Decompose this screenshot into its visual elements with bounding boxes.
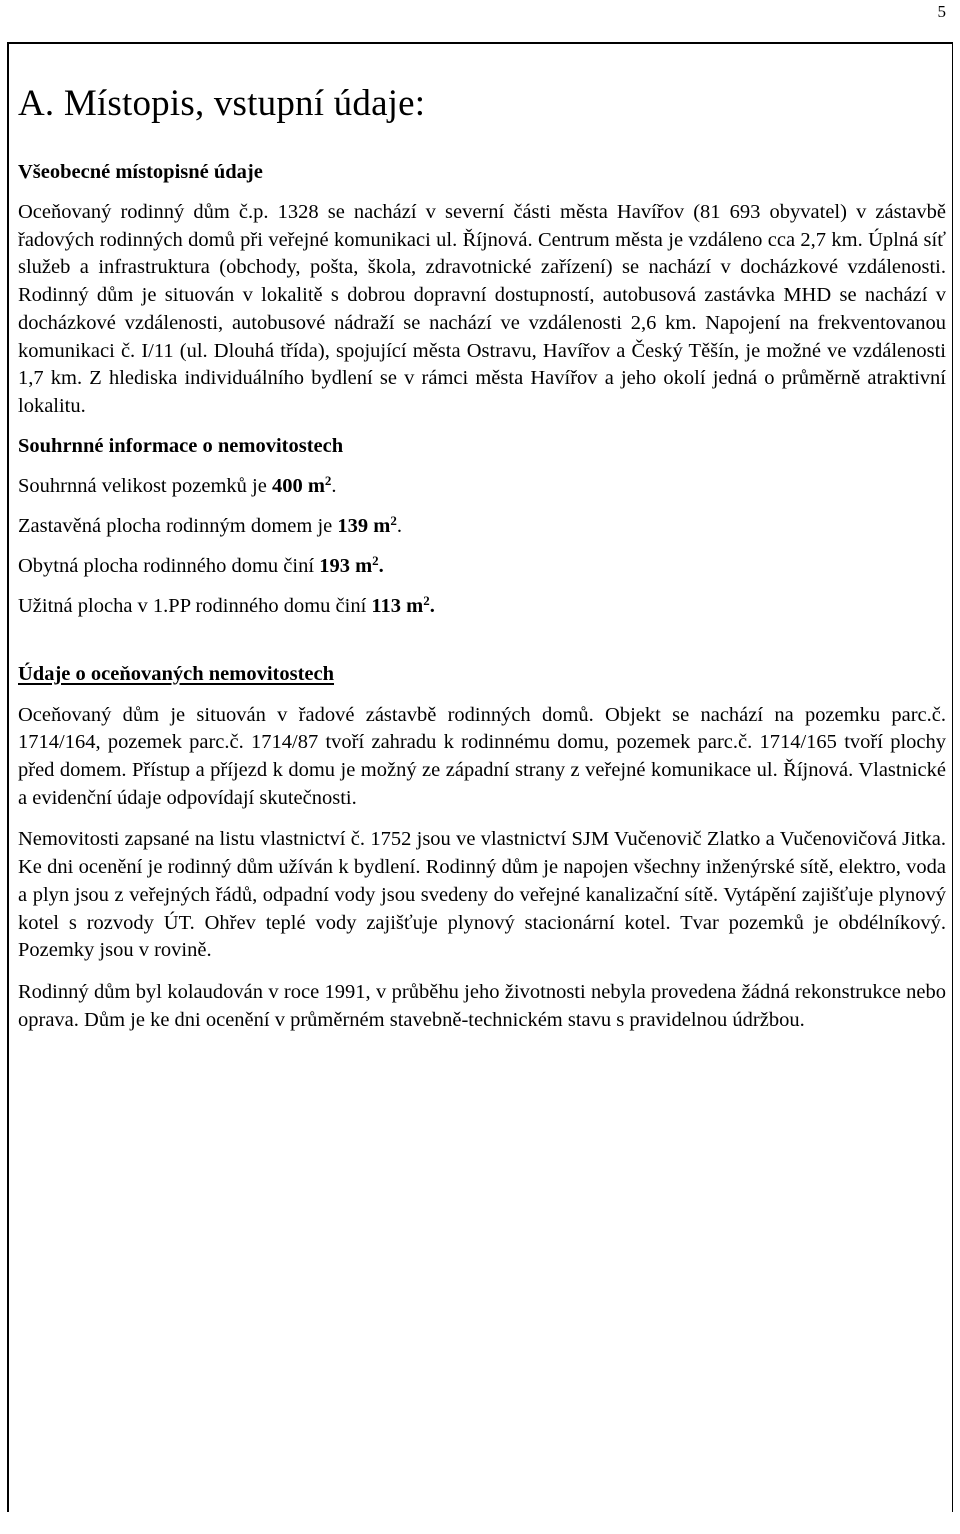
stat-built-area: Zastavěná plocha rodinným domem je 139 $m^2$. xyxy=(18,512,402,537)
valued-paragraph-2: Nemovitosti zapsané na listu vlastnictví č. 1752 jsou ve vlastnictví SJM Vučenovič Zlatko a Vučenovičová Jitka. Ke dni ocenění je rodinný dům užíván k bydlení. Rodinný dům je napojen všechny inženýrské sítě, elektro, voda a plyn jsou z veřejných řádů, odpadní vody jsou svedeny do veřejné kanalizační sítě. Vytápění zajišťuje plynový kotel s rozvody ÚT. Ohřev teplé vody zajišťuje plynový stacionární kotel. Tvar pozemků je obdélníkový. Pozemky jsou v rovině. xyxy=(18,828,946,962)
valued-paragraph-3: Rodinný dům byl kolaudován v roce 1991, v průběhu jeho životnosti nebyla provedena žádná rekonstrukce nebo oprava. Dům je ke dni ocenění v průměrném stavebně-technickém stavu s pravidelnou údržbou. xyxy=(18,980,946,1031)
valued-paragraph-1: Oceňovaný dům je situován v řadové zástavbě rodinných domů. Objekt se nachází na pozemku parc.č. 1714/164, pozemek parc.č. 1714/87 tvoří zahradu k rodinnému domu, pozemek parc.č. 1714/165 tvoří plochy před domem. Přístup a příjezd k domu je možný ze západní strany z veřejné komunikace ul. Říjnová. Vlastnické a evidenční údaje odpovídají skutečnosti. xyxy=(18,703,946,809)
stat-usable-area: Užitná plocha v 1.PP rodinného domu činí 113 $m^2$. xyxy=(18,592,435,617)
stat-living-area: Obytná plocha rodinného domu činí 193 $m^2$. xyxy=(18,552,384,577)
general-heading: Všeobecné místopisné údaje xyxy=(18,161,263,183)
stat-land-area: Souhrnná velikost pozemků je 400 $m^2$. xyxy=(18,472,337,497)
summary-heading: Souhrnné informace o nemovitostech xyxy=(18,434,344,457)
document-body xyxy=(18,80,946,1034)
general-paragraph: Oceňovaný rodinný dům č.p. 1328 se nachází v severní části města Havířov (81 693 obyvatel) v zástavbě řadových rodinných domů při veřejné komunikaci ul. Říjnová. Centrum města je vzdáleno cca 2,7 km. Úplná síť služeb a infrastruktura (obchody, pošta, škola, zdravotnické zařízení) se nachází v docházkové vzdálenosti. Rodinný dům je situován v lokalitě s dobrou dopravní dostupností, autobusová zastávka MHD se nachází v docházkové vzdálenosti, autobusové nádraží se nachází ve vzdálenosti 2,6 km. Napojení na frekventovanou komunikaci č. I/11 (ul. Dlouhá třída), spojující města Ostravu, Havířov a Český Těšín, je možné ve vzdálenosti 1,7 km. Z hlediska individuálního bydlení se v rámci města Havířov a jeho okolí jedná o průměrně atraktivní lokalitu. xyxy=(18,201,946,417)
valued-heading: Údaje o oceňovaných nemovitostech xyxy=(18,662,335,685)
page-number: 5 xyxy=(937,2,946,21)
section-title: A. Místopis, vstupní údaje: xyxy=(18,83,426,124)
